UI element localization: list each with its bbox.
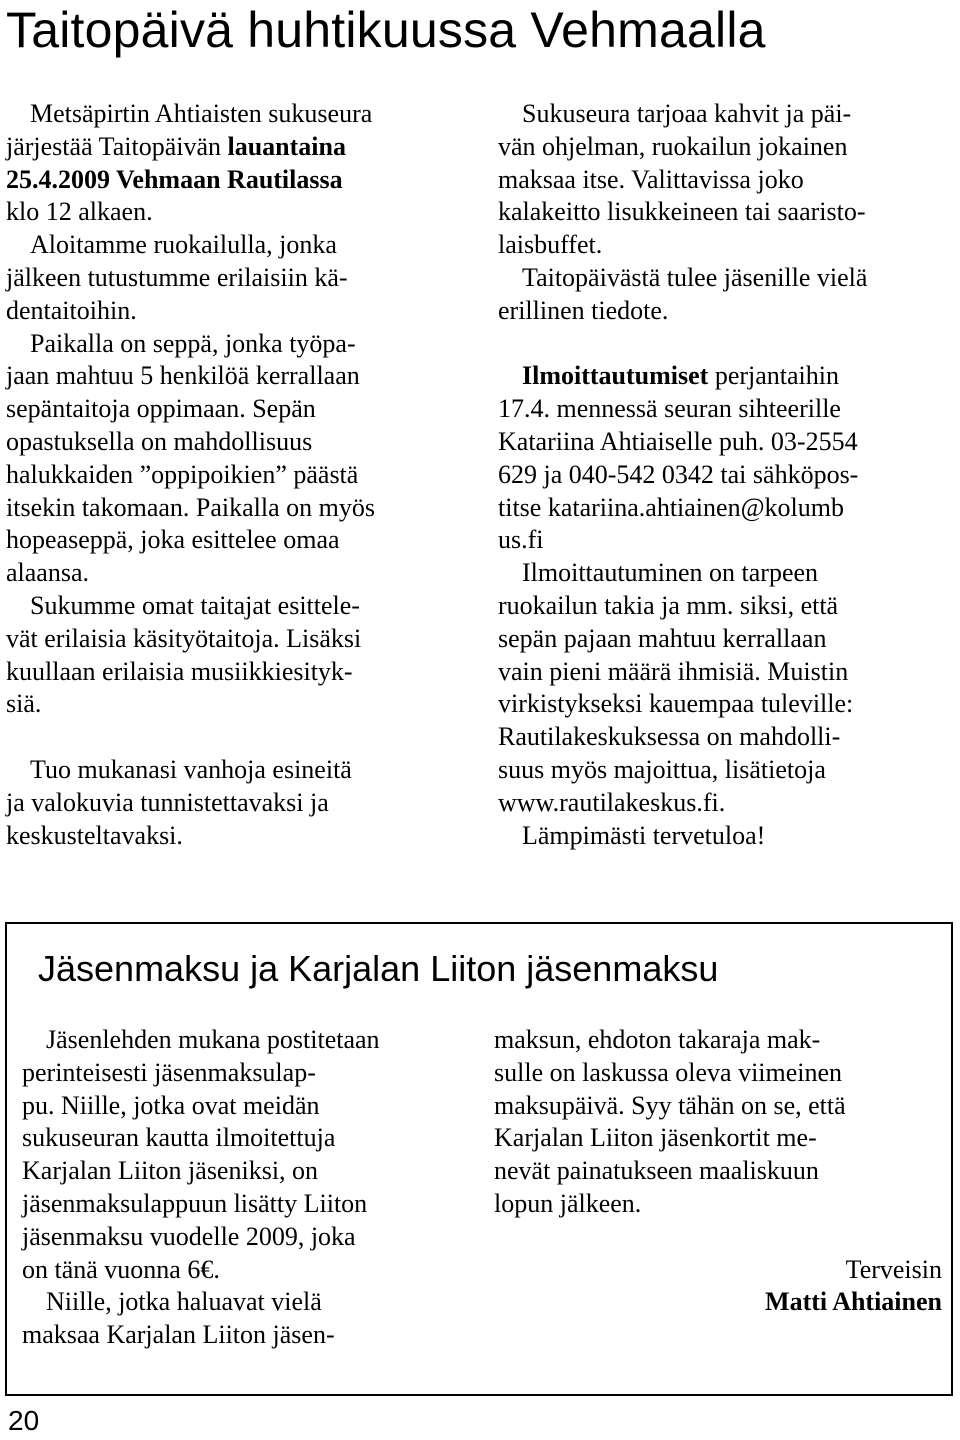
text-line [498,787,958,820]
text-run: Terveisin [845,1254,942,1284]
text-run: itsekin takomaan. Paikalla on myös [6,492,375,522]
text-run: sepän pajaan mahtuu kerrallaan [498,623,827,653]
text-run: erillinen tiedote. [498,295,669,325]
text-line [22,1155,472,1188]
text-run: Sukuseura tarjoaa kahvit ja päi- [522,99,852,128]
text-line [498,688,958,721]
text-line [6,557,476,590]
text-line [6,787,476,820]
text-run: vain pieni määrä ihmisiä. Muistin [498,656,849,686]
text-run: perjantaihin [708,361,840,391]
text-line [6,623,476,656]
text-line [22,1188,472,1221]
text-run: kalakeitto lisukkeineen tai saaristo- [498,197,866,227]
text-run: on tänä vuonna 6€. [22,1254,220,1284]
text-line [22,1254,472,1287]
text-line [6,656,476,689]
text-run: 629 ja 040-542 0342 tai sähköpos- [498,459,859,489]
text-line [6,328,476,361]
text-run: klo 12 alkaen. [6,197,153,227]
text-line [498,262,958,295]
text-run: jaan mahtuu 5 henkilöä kerrallaan [6,361,360,391]
text-run: vän ohjelman, ruokailun jokainen [498,131,848,161]
text-run: sukuseuran kautta ilmoitettuja [22,1123,336,1153]
article-title: Taitopäivä huhtikuussa Vehmaalla [6,2,766,58]
text-run: suus myös majoittua, lisätietoja [498,754,826,784]
text-run: Tuo mukanasi vanhoja esineitä [30,754,352,784]
text-line [498,721,958,754]
text-line [494,1057,942,1090]
text-line [494,1090,942,1123]
text-line [494,1286,942,1319]
text-run: 17.4. mennessä seuran sihteerille [498,394,841,424]
text-line [498,656,958,689]
text-run: pu. Niille, jotka ovat meidän [22,1090,320,1120]
text-run: jäsenmaksulappuun lisätty Liiton [22,1188,368,1218]
text-run: Paikalla on seppä, jonka työpa- [30,328,356,358]
text-line [6,590,476,623]
text-run: sepäntaitoja oppimaan. Sepän [6,394,316,424]
page-number: 20 [8,1405,40,1436]
text-run: Katariina Ahtiaiselle puh. 03-2554 [498,426,858,456]
text-line [498,164,958,197]
text-line [6,196,476,229]
text-line [494,1122,942,1155]
text-run: Rautilakeskuksessa on mahdolli- [498,722,841,752]
text-run: lopun jälkeen. [494,1188,642,1218]
text-line [6,262,476,295]
text-line [6,229,476,262]
bold-text: Matti Ahtiainen [765,1287,942,1317]
article-left-column [6,98,476,852]
text-line [6,820,476,853]
text-run: ruokailun takia ja mm. siksi, että [498,590,839,620]
text-line [6,360,476,393]
paragraph-gap [6,721,476,754]
text-run: jäsenmaksu vuodelle 2009, joka [22,1221,356,1251]
text-run: Karjalan Liiton jäsenkortit me- [494,1123,817,1153]
text-run: maksaa itse. Valittavissa joko [498,164,804,194]
text-line [22,1319,472,1352]
text-run: maksupäivä. Syy tähän on se, että [494,1090,846,1120]
text-run: Karjalan Liiton jäseniksi, on [22,1156,319,1186]
text-line [498,131,958,164]
text-line [22,1286,472,1319]
text-line [498,623,958,656]
text-line [498,820,958,853]
text-line [494,1188,942,1221]
text-line [6,524,476,557]
text-line [498,754,958,787]
text-line [22,1024,472,1057]
text-run: Ilmoittautuminen on tarpeen [522,558,819,588]
text-line [494,1024,942,1057]
text-line [498,590,958,623]
text-run: Sukumme omat taitajat esittele- [30,590,360,620]
text-run: alaansa. [6,558,90,588]
text-run: keskusteltavaksi. [6,820,183,850]
box-right-column [494,1024,942,1319]
text-run: laisbuffet. [498,230,603,260]
text-run: maksun, ehdoton takaraja mak- [494,1025,821,1054]
text-line [6,459,476,492]
text-run: perinteisesti jäsenmaksulap- [22,1057,316,1087]
text-line [494,1155,942,1188]
text-line [498,229,958,262]
text-line [498,524,958,557]
text-run: järjestää Taitopäivän [6,131,228,161]
text-line [22,1090,472,1123]
text-run: www.rautilakeskus.fi. [498,787,726,817]
text-line [498,393,958,426]
text-run: opastuksella on mahdollisuus [6,426,313,456]
text-line [6,393,476,426]
text-line [498,492,958,525]
text-run: Metsäpirtin Ahtiaisten sukuseura [30,99,373,128]
text-line [498,459,958,492]
text-run: Jäsenlehden mukana postitetaan [46,1025,380,1054]
text-run: sulle on laskussa oleva viimeinen [494,1057,843,1087]
text-line [498,360,958,393]
text-run: hopeaseppä, joka esittelee omaa [6,525,340,555]
text-line [6,131,476,164]
text-line [498,426,958,459]
text-line [6,98,476,131]
text-run: Niille, jotka haluavat vielä [46,1287,322,1317]
text-run: halukkaiden ”oppipoikien” päästä [6,459,359,489]
text-run: ja valokuvia tunnistettavaksi ja [6,787,329,817]
text-line [22,1221,472,1254]
text-run: jälkeen tutustumme erilaisiin kä- [6,262,348,292]
bold-text: Ilmoittautumiset [522,361,709,391]
text-run: Lämpimästi tervetuloa! [522,820,766,850]
text-line [498,557,958,590]
box-left-column [22,1024,472,1352]
text-line [6,688,476,721]
text-line [22,1057,472,1090]
text-run: Aloitamme ruokailulla, jonka [30,230,337,260]
text-run: virkistykseksi kauempaa tuleville: [498,689,854,719]
box-title: Jäsenmaksu ja Karjalan Liiton jäsenmaksu [38,948,719,989]
text-line [498,295,958,328]
text-line [498,196,958,229]
text-line [498,98,958,131]
text-run: dentaitoihin. [6,295,137,325]
text-line [6,426,476,459]
paragraph-gap [498,328,958,361]
text-line [22,1122,472,1155]
text-line [6,492,476,525]
bold-text: 25.4.2009 Vehmaan Rautilassa [6,164,343,194]
text-run: us.fi [498,525,544,555]
text-line [6,164,476,197]
text-run: vät erilaisia käsityötaitoja. Lisäksi [6,623,362,653]
text-run: Taitopäivästä tulee jäsenille vielä [522,262,868,292]
text-run: titse katariina.ahtiainen@kolumb [498,492,844,522]
article-right-column [498,98,958,852]
text-run: siä. [6,689,42,719]
text-line [6,754,476,787]
paragraph-gap [494,1221,942,1254]
text-line [6,295,476,328]
text-line [494,1254,942,1287]
text-run: kuullaan erilaisia musiikkiesityk- [6,656,353,686]
text-run: nevät painatukseen maaliskuun [494,1156,819,1186]
bold-text: lauantaina [227,131,346,161]
text-run: maksaa Karjalan Liiton jäsen- [22,1320,335,1350]
